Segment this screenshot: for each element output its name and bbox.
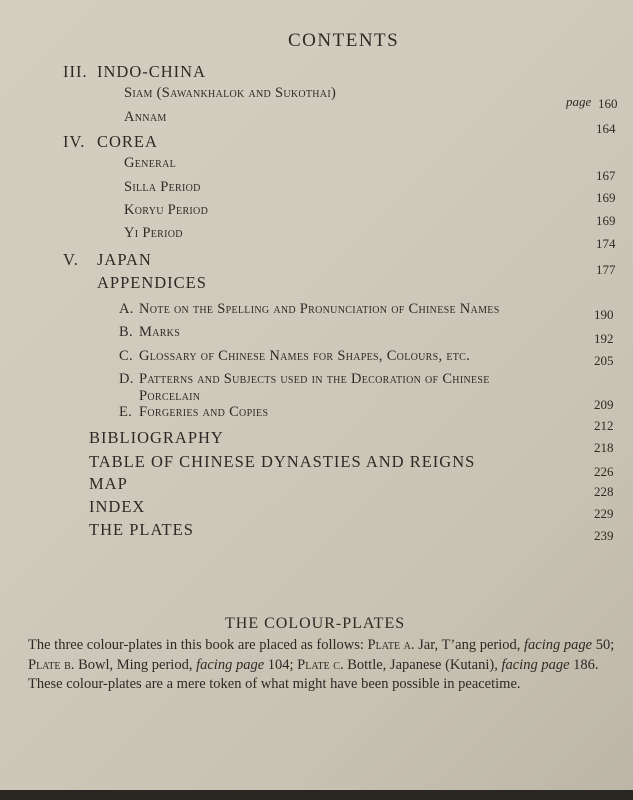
paragraph-text-italic: facing page (524, 637, 593, 653)
section-title: BIBLIOGRAPHY (89, 428, 224, 447)
toc-entry-title: Marks (139, 324, 181, 340)
section-title: APPENDICES (97, 273, 207, 292)
paragraph-text: 50; (595, 637, 615, 653)
colour-plates-paragraph (28, 636, 628, 695)
toc-page-number: 190 (594, 307, 614, 322)
paragraph-text: 186. These colour-plates are a mere token of what might have been possible in peacetime. (28, 656, 599, 692)
toc-entry-title: Silla Period (124, 179, 201, 195)
toc-page-number: 169 (596, 213, 616, 228)
paragraph-text: Jar, T’ang period, (418, 637, 521, 653)
toc-entry-title: Forgeries and Copies (139, 404, 269, 420)
section-title: INDO-CHINA (97, 62, 206, 81)
toc-page-number: 218 (594, 440, 614, 455)
toc-page-number: 174 (596, 236, 616, 251)
toc-entry-title: Annam (124, 109, 167, 125)
paragraph-text: Bottle, Japanese (Kutani), (347, 656, 498, 673)
page-title: CONTENTS (288, 30, 400, 51)
section-title: INDEX (89, 497, 146, 516)
toc-page-number: 164 (596, 121, 616, 136)
plate-label: Plate a. (367, 637, 415, 653)
toc-entry-title: Note on the Spelling and Pronunciation of Chinese Names (139, 301, 500, 317)
plate-label: Plate b. (28, 656, 75, 673)
toc-page-number: 192 (594, 331, 614, 346)
appendix-letter: A. (119, 301, 134, 317)
toc-page-number: 229 (594, 506, 614, 521)
page-prefix: page (566, 94, 592, 109)
appendix-letter: E. (119, 404, 133, 420)
paragraph-text: Bowl, Ming period, (78, 656, 193, 673)
toc-page-number: 212 (594, 418, 614, 433)
toc-entry-title: Siam (Sawankhalok and Sukothai) (124, 85, 337, 101)
toc-page-number: 167 (596, 168, 616, 183)
plate-label: Plate c. (297, 656, 344, 673)
colour-plates-heading: THE COLOUR-PLATES (225, 615, 406, 632)
toc-page-number: 169 (596, 190, 616, 205)
toc-page-number: 205 (594, 353, 614, 368)
section-number: IV. (63, 132, 86, 151)
toc-entry-title: General (124, 155, 177, 171)
appendix-letter: D. (119, 371, 134, 387)
section-number: III. (63, 62, 88, 81)
section-title: JAPAN (97, 250, 152, 269)
section-title: THE PLATES (89, 520, 194, 539)
paragraph-text-italic: facing page (501, 656, 570, 673)
toc-page-number: 177 (596, 262, 616, 277)
paragraph-text: The three colour-plates in this book are placed as follows: (28, 637, 364, 653)
paragraph-text-italic: facing page (196, 656, 265, 673)
section-number: V. (63, 250, 79, 269)
toc-entry-title: Glossary of Chinese Names for Shapes, Colours, etc. (139, 348, 471, 364)
toc-page-number: 239 (594, 528, 614, 543)
section-title: COREA (97, 132, 158, 151)
toc-entry-title: Yi Period (124, 225, 183, 241)
appendix-letter: B. (119, 324, 133, 340)
toc-page-number: 226 (594, 464, 614, 479)
section-title: TABLE OF CHINESE DYNASTIES AND REIGNS (89, 452, 476, 471)
toc-entry-title: Koryu Period (124, 202, 209, 218)
toc-entry-title: Patterns and Subjects used in the Decoration of Chinese (139, 371, 490, 387)
toc-page-number: 160 (598, 96, 618, 111)
appendix-letter: C. (119, 348, 133, 364)
toc-page-number: 228 (594, 484, 614, 499)
toc-page-number: 209 (594, 397, 614, 412)
section-title: MAP (89, 474, 128, 493)
toc-entry-title-continuation: Porcelain (139, 388, 201, 404)
paragraph-text: 104; (267, 656, 294, 673)
